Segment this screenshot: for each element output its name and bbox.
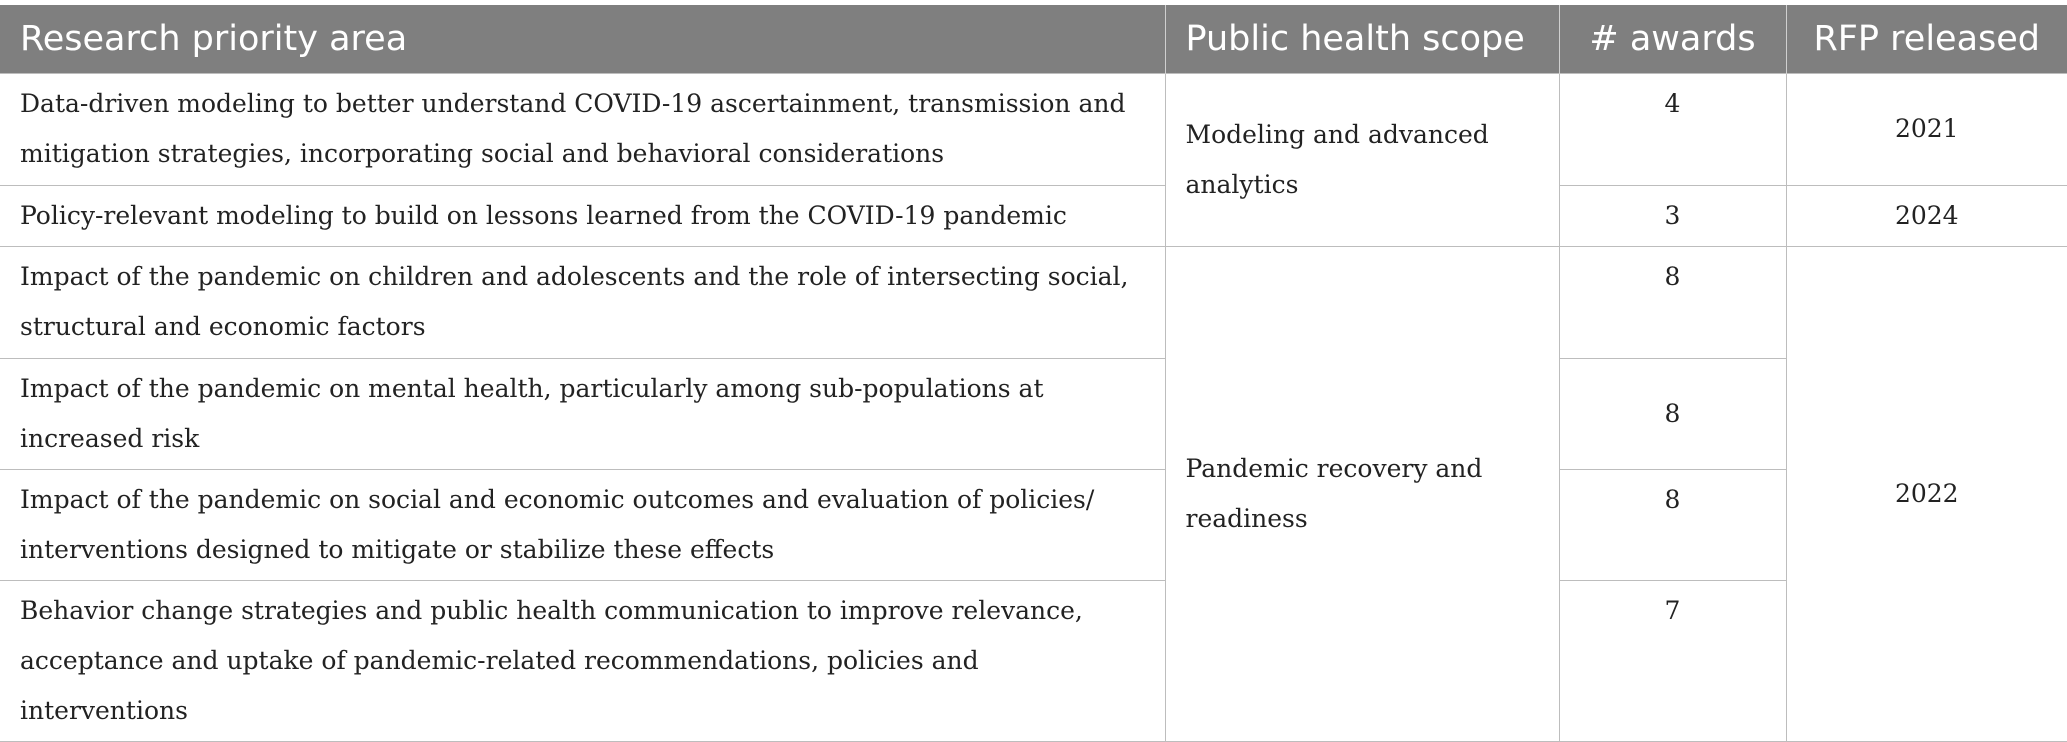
- header-row: [0, 5, 2067, 73]
- priority-area-cell: Impact of the pandemic on social and economic outcomes and evaluation of policies/ interventions designed to mitigate or stabilize these effects: [0, 469, 1165, 580]
- priority-area-cell: Data-driven modeling to better understand COVID-19 ascertainment, transmission and mitigation strategies, incorporating social and behavioral considerations: [0, 73, 1165, 185]
- table-row: [0, 246, 2067, 358]
- header-public-health-scope: Public health scope: [1165, 5, 1559, 73]
- awards-cell: 8: [1559, 469, 1786, 580]
- rfp-released-cell: 2022: [1786, 246, 2067, 741]
- table-row: [0, 73, 2067, 185]
- awards-cell: 7: [1559, 580, 1786, 741]
- header-rfp-released: RFP released: [1786, 5, 2067, 73]
- awards-cell: 3: [1559, 185, 1786, 246]
- rfp-released-cell: 2021: [1786, 73, 2067, 185]
- research-priorities-table: [0, 5, 2067, 742]
- priority-area-cell: Impact of the pandemic on mental health, particularly among sub-populations at increased risk: [0, 358, 1165, 469]
- priority-area-cell: Policy-relevant modeling to build on lessons learned from the COVID-19 pandemic: [0, 185, 1165, 246]
- table-row: [0, 358, 2067, 469]
- public-health-scope-cell: Modeling and advanced analytics: [1165, 73, 1559, 246]
- table-row: [0, 580, 2067, 741]
- table-row: [0, 469, 2067, 580]
- table-row: [0, 185, 2067, 246]
- header-awards: # awards: [1559, 5, 1786, 73]
- rfp-released-cell: 2024: [1786, 185, 2067, 246]
- priority-area-cell: Behavior change strategies and public health communication to improve relevance, acceptance and uptake of pandemic-related recommendations, policies and interventions: [0, 580, 1165, 741]
- awards-cell: 8: [1559, 246, 1786, 358]
- header-research-priority-area: Research priority area: [0, 5, 1165, 73]
- awards-cell: 8: [1559, 358, 1786, 469]
- table-header: [0, 5, 2067, 73]
- public-health-scope-cell: Pandemic recovery and readiness: [1165, 246, 1559, 741]
- table-body: [0, 73, 2067, 741]
- priority-area-cell: Impact of the pandemic on children and adolescents and the role of intersecting social, structural and economic factors: [0, 246, 1165, 358]
- awards-cell: 4: [1559, 73, 1786, 185]
